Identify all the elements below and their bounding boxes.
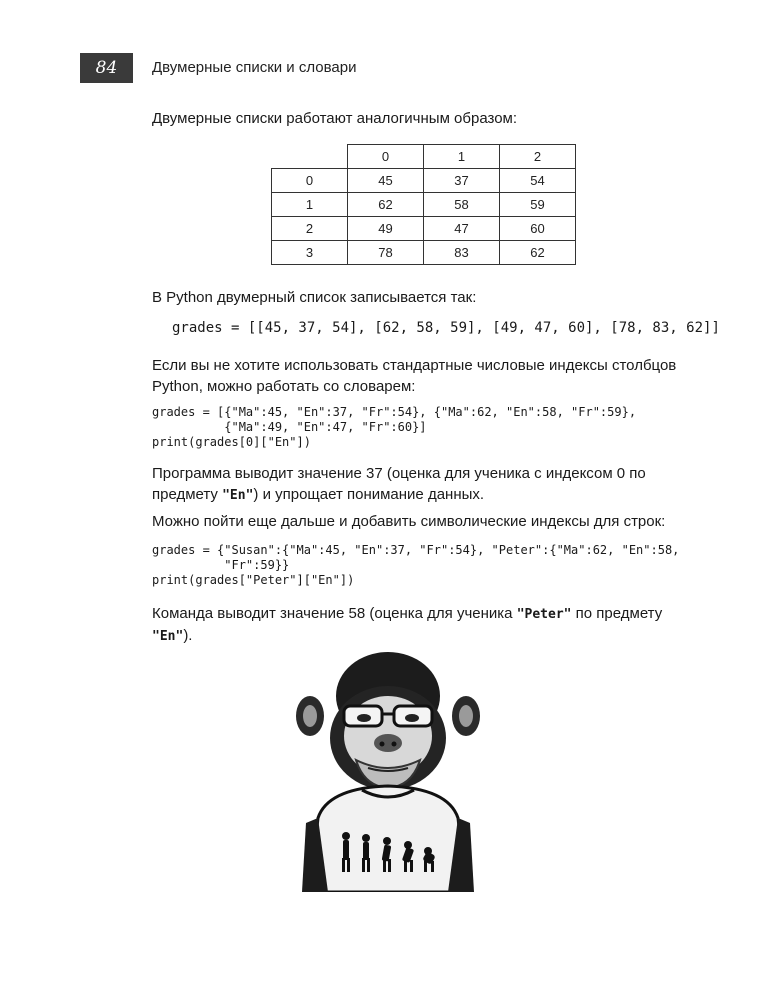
table-row	[272, 217, 576, 241]
figure-1-leg	[347, 858, 350, 872]
column-header: 2	[500, 145, 576, 169]
table-cell: 62	[348, 193, 424, 217]
table-cell: 83	[424, 241, 500, 265]
output2-text-middle: по предмету	[571, 605, 663, 622]
intro-paragraph: Двумерные списки работают аналогичным образом:	[152, 110, 518, 127]
table-row	[272, 241, 576, 265]
output2-text-after: ).	[183, 627, 193, 644]
column-header: 1	[424, 145, 500, 169]
table-row	[272, 169, 576, 193]
output2-text-before: Команда выводит значение 58 (оценка для ученика	[152, 605, 517, 622]
table-cell: 45	[348, 169, 424, 193]
python-list-paragraph: В Python двумерный список записывается так:	[152, 289, 477, 306]
chimp-nostril-right	[392, 742, 397, 747]
figure-1-head	[342, 832, 350, 840]
output1-text-before: Программа выводит значение 37 (оценка для ученика с индексом 0 по предмету	[152, 465, 646, 503]
table-cell: 54	[500, 169, 576, 193]
row-label: 0	[272, 169, 348, 193]
figure-3-leg	[388, 859, 391, 872]
chimp-nostril-left	[380, 742, 385, 747]
figure-1-leg	[342, 858, 345, 872]
chimp-left-eye	[357, 714, 371, 722]
figure-2-leg	[367, 858, 370, 872]
table-cell: 58	[424, 193, 500, 217]
table-cell: 62	[500, 241, 576, 265]
figure-5-leg	[424, 861, 427, 872]
table-header-row	[272, 145, 576, 169]
figure-2-head	[362, 834, 370, 842]
figure-2-leg	[362, 858, 365, 872]
code-list-example: grades = [[45, 37, 54], [62, 58, 59], [49, 47, 60], [78, 83, 62]]	[172, 320, 720, 336]
figure-4-leg	[404, 860, 407, 872]
table-cell: 49	[348, 217, 424, 241]
chimp-nose	[374, 734, 402, 752]
column-header: 0	[348, 145, 424, 169]
figure-5-leg	[431, 861, 434, 872]
chimp-left-ear-inner	[303, 705, 317, 727]
table-corner-cell	[272, 145, 348, 169]
page-number: 84	[80, 53, 133, 83]
output-paragraph-2	[152, 603, 697, 647]
table-cell: 78	[348, 241, 424, 265]
figure-2-body	[363, 842, 369, 860]
output1-text-after: ) и упрощает понимание данных.	[253, 486, 485, 503]
table-cell: 47	[424, 217, 500, 241]
table-cell: 37	[424, 169, 500, 193]
chimp-illustration	[288, 648, 488, 892]
figure-4-leg	[410, 860, 413, 872]
output-paragraph-1	[152, 463, 697, 506]
figure-3-head	[383, 837, 391, 845]
figure-1-body	[343, 840, 349, 860]
output2-inline-code-en: "En"	[152, 629, 184, 644]
dictionary-paragraph: Если вы не хотите использовать стандартные числовые индексы столбцов Python, можно работать со словарем:	[152, 357, 677, 395]
chimp-right-ear-inner	[459, 705, 473, 727]
grades-table	[271, 144, 576, 265]
code-nested-example: grades = {"Susan":{"Ma":45, "En":37, "Fr":54}, "Peter":{"Ma":62, "En":58, "Fr":59}} print(grades["Peter"]["En"])	[152, 543, 680, 587]
figure-3-leg	[383, 859, 386, 872]
table-row	[272, 193, 576, 217]
row-label: 2	[272, 217, 348, 241]
code-dict-example: grades = [{"Ma":45, "En":37, "Fr":54}, {"Ma":62, "En":58, "Fr":59}, {"Ma":49, "En":47, "Fr":60}] print(grades[0]["En"])	[152, 405, 637, 449]
table-cell: 59	[500, 193, 576, 217]
output2-inline-code-peter: "Peter"	[516, 607, 572, 622]
further-paragraph: Можно пойти еще дальше и добавить символические индексы для строк:	[152, 513, 666, 530]
row-label: 3	[272, 241, 348, 265]
row-label: 1	[272, 193, 348, 217]
chimp-right-eye	[405, 714, 419, 722]
output1-inline-code: "En"	[222, 488, 254, 503]
table-cell: 60	[500, 217, 576, 241]
running-header-title: Двумерные списки и словари	[152, 59, 357, 76]
